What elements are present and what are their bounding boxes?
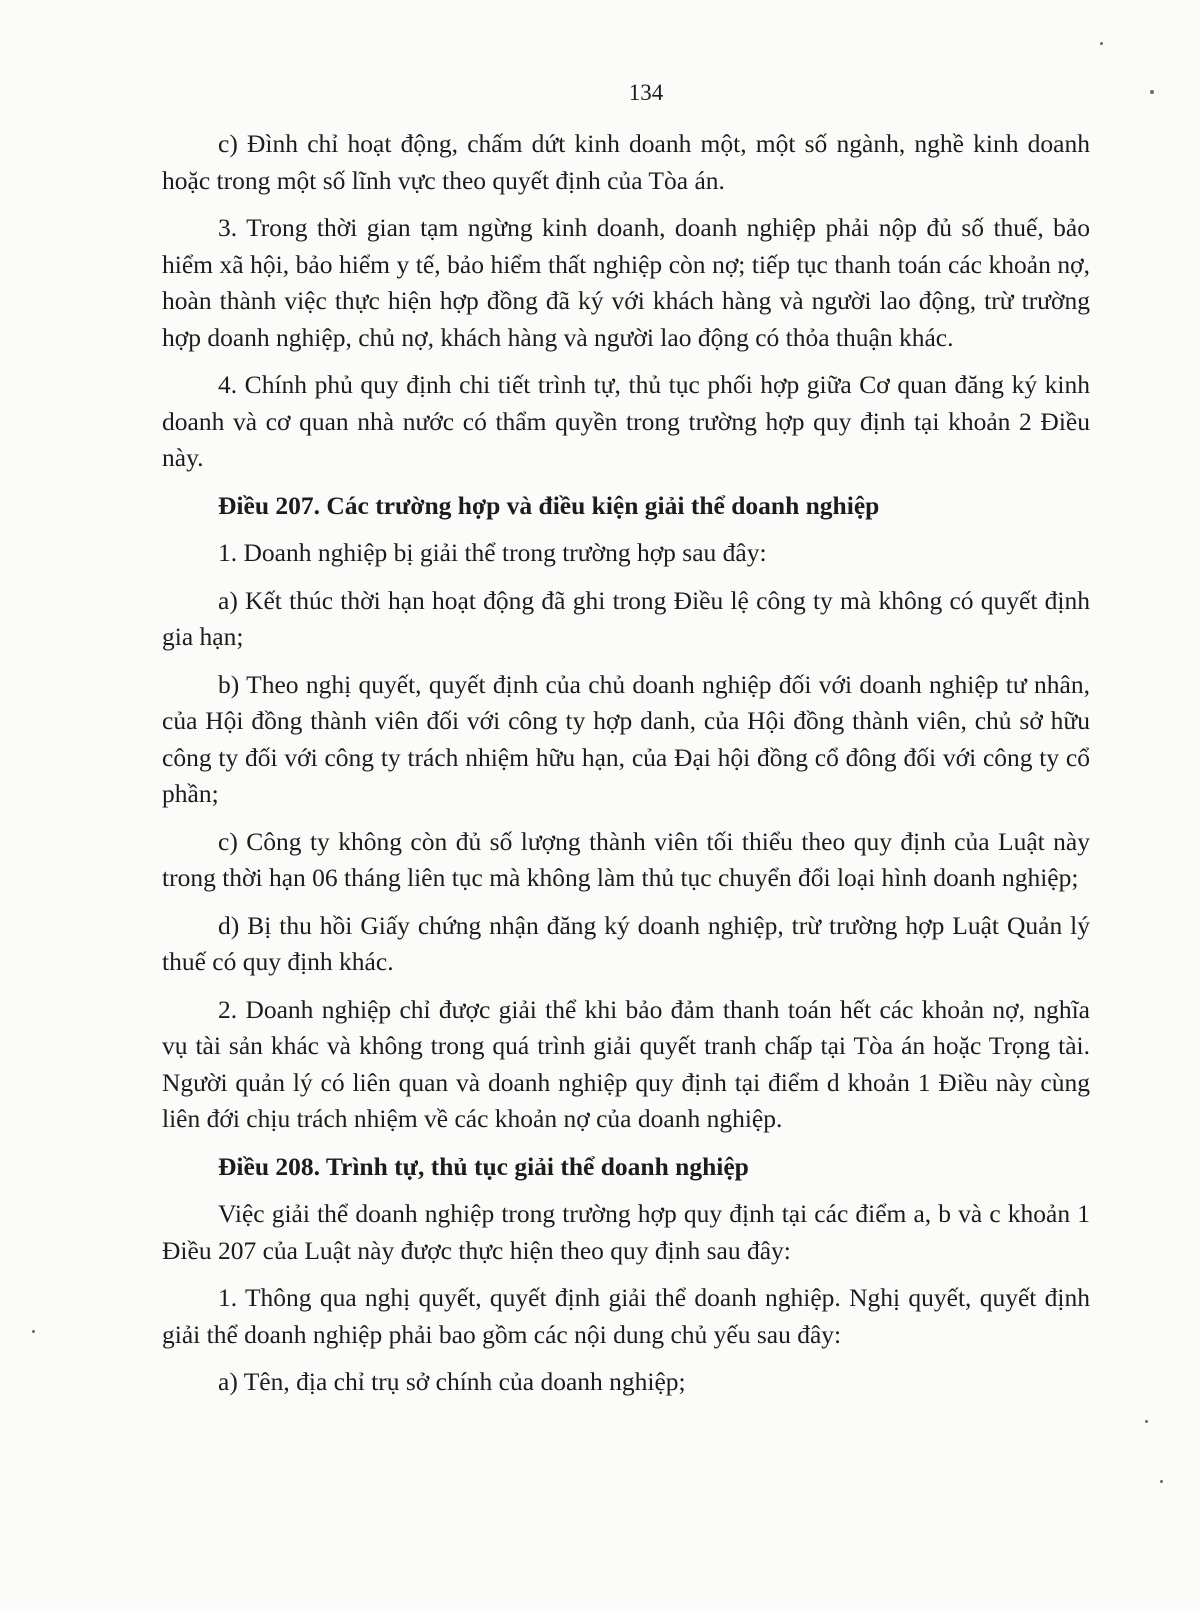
paragraph-208-point-a: a) Tên, địa chỉ trụ sở chính của doanh nghiệp; [218,1367,686,1396]
paragraph-clause-3: 3. Trong thời gian tạm ngừng kinh doanh, doanh nghiệp phải nộp đủ số thuế, bảo hiểm xã hội, bảo hiểm y tế, bảo hiểm thất nghiệp còn nợ; tiếp tục thanh toán các khoản nợ, hoàn thành việc thực hiện hợp đồng đã ký với khách hàng và người lao động, trừ trường hợp doanh nghiệp, chủ nợ, khách hàng và người lao động có thỏa thuận khác. [162,213,1090,352]
paragraph-207-clause-1: 1. Doanh nghiệp bị giải thể trong trường hợp sau đây: [218,538,767,567]
article-208-heading: Điều 208. Trình tự, thủ tục giải thể doanh nghiệp [218,1151,749,1181]
paragraph-clause-4: 4. Chính phủ quy định chi tiết trình tự, thủ tục phối hợp giữa Cơ quan đăng ký kinh doanh và cơ quan nhà nước có thẩm quyền trong trường hợp quy định tại khoản 2 Điều này. [162,370,1090,472]
scan-speck [32,1330,35,1333]
paragraph-207-clause-2: 2. Doanh nghiệp chỉ được giải thể khi bảo đảm thanh toán hết các khoản nợ, nghĩa vụ tài sản khác và không trong quá trình giải quyết tranh chấp tại Tòa án hoặc Trọng tài. Người quản lý có liên quan và doanh nghiệp quy định tại điểm d khoản 1 Điều này cùng liên đới chịu trách nhiệm về các khoản nợ của doanh nghiệp. [162,994,1090,1133]
paragraph-208-intro: Việc giải thể doanh nghiệp trong trường hợp quy định tại các điểm a, b và c khoản 1 Điều 207 của Luật này được thực hiện theo quy định sau đây: [162,1199,1090,1265]
paragraph-207-point-d: d) Bị thu hồi Giấy chứng nhận đăng ký doanh nghiệp, trừ trường hợp Luật Quản lý thuế có quy định khác. [162,910,1090,976]
paragraph-c-suspension: c) Đình chỉ hoạt động, chấm dứt kinh doanh một, một số ngành, nghề kinh doanh hoặc trong một số lĩnh vực theo quyết định của Tòa án. [162,129,1090,195]
scan-speck [1160,1480,1163,1483]
article-207-heading: Điều 207. Các trường hợp và điều kiện giải thể doanh nghiệp [218,490,880,520]
scan-speck [1150,90,1154,94]
paragraph-207-point-c: c) Công ty không còn đủ số lượng thành viên tối thiểu theo quy định của Luật này trong thời hạn 06 tháng liên tục mà không làm thủ tục chuyển đổi loại hình doanh nghiệp; [162,826,1090,892]
paragraph-208-clause-1: 1. Thông qua nghị quyết, quyết định giải thể doanh nghiệp. Nghị quyết, quyết định giải thể doanh nghiệp phải bao gồm các nội dung chủ yếu sau đây: [162,1283,1090,1349]
paragraph-207-point-b: b) Theo nghị quyết, quyết định của chủ doanh nghiệp đối với doanh nghiệp tư nhân, của Hội đồng thành viên đối với công ty hợp danh, của Hội đồng thành viên, chủ sở hữu công ty đối với công ty trách nhiệm hữu hạn, của Đại hội đồng cổ đông đối với công ty cổ phần; [162,669,1090,808]
paragraph-207-point-a: a) Kết thúc thời hạn hoạt động đã ghi trong Điều lệ công ty mà không có quyết định gia hạn; [162,585,1090,651]
scan-speck [1145,1420,1148,1423]
scan-speck [1100,42,1103,45]
page-number: 134 [628,80,664,105]
